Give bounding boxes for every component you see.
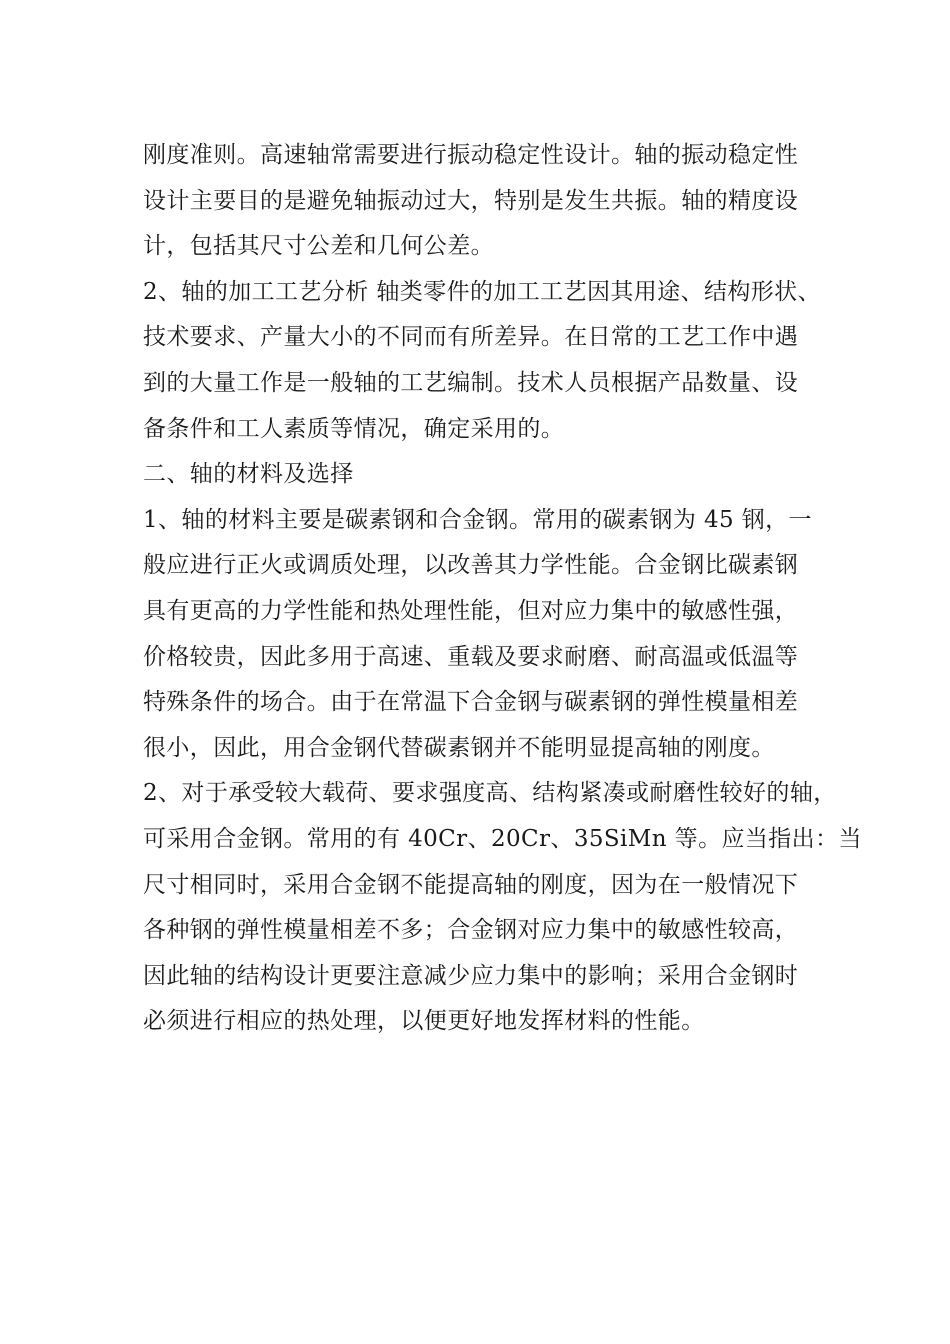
section-heading: 二、轴的材料及选择 — [143, 461, 354, 488]
text-line: 2、对于承受较大载荷、要求强度高、结构紧凑或耐磨性较好的轴， — [143, 780, 837, 807]
text-line: 设计主要目的是避免轴振动过大，特别是发生共振。轴的精度设 — [143, 187, 799, 214]
text-line: 1、轴的材料主要是碳素钢和合金钢。常用的碳素钢为 45 钢，一 — [143, 506, 812, 533]
text-line: 可采用合金钢。常用的有 40Cr、20Cr、35SiMn 等。应当指出：当 — [143, 825, 862, 852]
text-line: 到的大量工作是一般轴的工艺编制。技术人员根据产品数量、设 — [143, 369, 799, 396]
text-line: 具有更高的力学性能和热处理性能，但对应力集中的敏感性强， — [143, 597, 799, 624]
text-line: 备条件和工人素质等情况，确定采用的。 — [143, 415, 565, 442]
text-line: 技术要求、产量大小的不同而有所差异。在日常的工艺工作中遇 — [143, 324, 799, 351]
text-line: 因此轴的结构设计更要注意减少应力集中的影响；采用合金钢时 — [143, 962, 799, 989]
text-line: 必须进行相应的热处理，以便更好地发挥材料的性能。 — [143, 1008, 705, 1035]
text-line: 特殊条件的场合。由于在常温下合金钢与碳素钢的弹性模量相差 — [143, 689, 799, 716]
text-line: 很小，因此，用合金钢代替碳素钢并不能明显提高轴的刚度。 — [143, 734, 775, 761]
text-line: 尺寸相同时，采用合金钢不能提高轴的刚度，因为在一般情况下 — [143, 871, 799, 898]
text-line: 计，包括其尺寸公差和几何公差。 — [143, 233, 494, 260]
text-line: 刚度准则。高速轴常需要进行振动稳定性设计。轴的振动稳定性 — [143, 142, 799, 168]
text-line: 2、轴的加工工艺分析 轴类零件的加工工艺因其用途、结构形状、 — [143, 278, 821, 305]
body-text — [143, 133, 862, 1045]
text-line: 各种钢的弹性模量相差不多；合金钢对应力集中的敏感性较高， — [143, 917, 799, 944]
text-line: 价格较贵，因此多用于高速、重载及要求耐磨、耐高温或低温等 — [143, 643, 799, 670]
text-line: 般应进行正火或调质处理，以改善其力学性能。合金钢比碳素钢 — [143, 552, 799, 579]
